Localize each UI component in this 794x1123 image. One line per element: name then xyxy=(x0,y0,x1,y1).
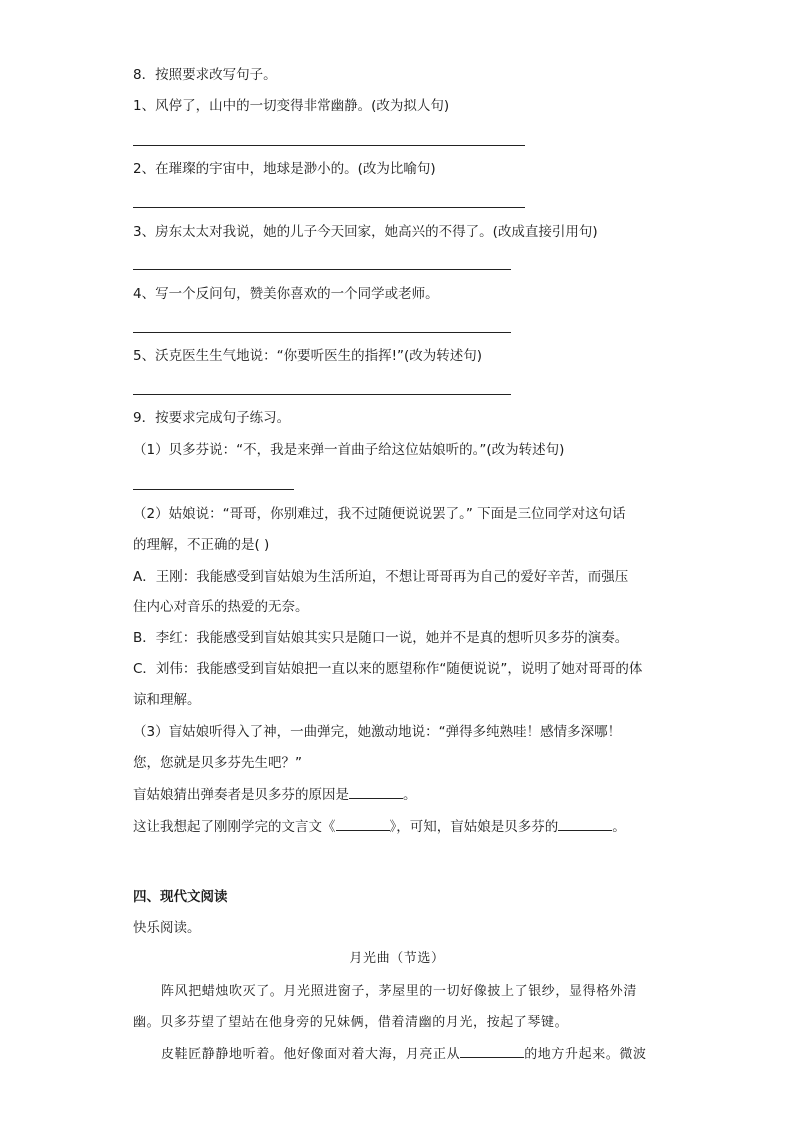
q9-part3-line4-mid: 》，可知，盲姑娘是贝多芬的 xyxy=(389,819,559,835)
fill-blank-relation[interactable] xyxy=(558,818,612,831)
passage-para1-line1: 阵风把蜡烛吹灭了。月光照进窗子，茅屋里的一切好像披上了银纱，显得格外清 xyxy=(161,984,638,999)
q9-part3-line3 xyxy=(133,786,417,804)
q9-part1: （1）贝多芬说：“不，我是来弹一首曲子给这位姑娘听的。”(改为转述句) xyxy=(133,442,565,458)
q8-item-4: 4、写一个反问句，赞美你喜欢的一个同学或老师。 xyxy=(133,286,439,302)
passage-title: 月光曲（节选） xyxy=(349,951,445,966)
answer-line-2[interactable] xyxy=(133,207,525,208)
q9-part2-line1: （2）姑娘说：“哥哥，你别难过，我不过随便说说罢了。” 下面是三位同学对这句话 xyxy=(133,506,626,522)
q8-item-1: 1、风停了，山中的一切变得非常幽静。(改为拟人句) xyxy=(133,98,450,114)
q8-item-3: 3、房东太太对我说，她的儿子今天回家，她高兴的不得了。(改成直接引用句) xyxy=(133,224,598,240)
passage-para2-text: 皮鞋匠静静地听着。他好像面对着大海，月亮正从 xyxy=(161,1047,461,1062)
answer-line-4[interactable] xyxy=(133,332,511,333)
section4-heading: 四、现代文阅读 xyxy=(133,889,228,905)
passage-para2-line1 xyxy=(161,1045,647,1064)
q9-part3-line2: 您，您就是贝多芬先生吧？” xyxy=(133,755,302,771)
q9-part3-line3-end: 。 xyxy=(403,787,417,803)
answer-line-q9-1[interactable] xyxy=(133,489,294,490)
q9-heading: 9．按要求完成句子练习。 xyxy=(133,410,291,426)
option-b[interactable]: B．李红：我能感受到盲姑娘其实只是随口一说，她并不是真的想听贝多芬的演奏。 xyxy=(133,630,629,646)
section4-intro: 快乐阅读。 xyxy=(133,920,201,936)
passage-para2-text-end: 的地方升起来。微波 xyxy=(524,1047,647,1062)
q8-item-2: 2、在璀璨的宇宙中，地球是渺小的。(改为比喻句) xyxy=(133,161,436,177)
option-a-line1[interactable]: A．王刚：我能感受到盲姑娘为生活所迫，不想让哥哥再为自己的爱好辛苦，而强压 xyxy=(133,569,629,585)
q8-heading: 8．按照要求改写句子。 xyxy=(133,67,277,83)
answer-line-3[interactable] xyxy=(133,269,511,270)
option-c-line1[interactable]: C．刘伟：我能感受到盲姑娘把一直以来的愿望称作“随便说说”，说明了她对哥哥的体 xyxy=(133,661,643,677)
q9-part2-line2: 的理解，不正确的是( ) xyxy=(133,537,270,553)
q8-item-5: 5、沃克医生生气地说：“你要听医生的指挥!”(改为转述句) xyxy=(133,348,483,364)
answer-line-1[interactable] xyxy=(133,145,525,146)
fill-blank-title[interactable] xyxy=(336,818,390,831)
fill-blank-moon[interactable] xyxy=(460,1045,524,1058)
fill-blank-reason[interactable] xyxy=(349,786,403,799)
option-a-line2: 住内心对音乐的热爱的无奈。 xyxy=(133,599,309,615)
q9-part3-line4 xyxy=(133,818,626,836)
q9-part3-line3-text: 盲姑娘猜出弹奏者是贝多芬的原因是 xyxy=(133,787,349,803)
option-c-line2: 谅和理解。 xyxy=(133,692,201,708)
passage-para1-line2: 幽。贝多芬望了望站在他身旁的兄妹俩，借着清幽的月光，按起了琴键。 xyxy=(133,1015,569,1030)
q9-part3-line4-end: 。 xyxy=(612,819,626,835)
answer-line-5[interactable] xyxy=(133,394,511,395)
q9-part3-line4-text: 这让我想起了刚刚学完的文言文《 xyxy=(133,819,336,835)
q9-part3-line1: （3）盲姑娘听得入了神，一曲弹完，她激动地说：“弹得多纯熟哇！感情多深哪！ xyxy=(133,724,622,740)
